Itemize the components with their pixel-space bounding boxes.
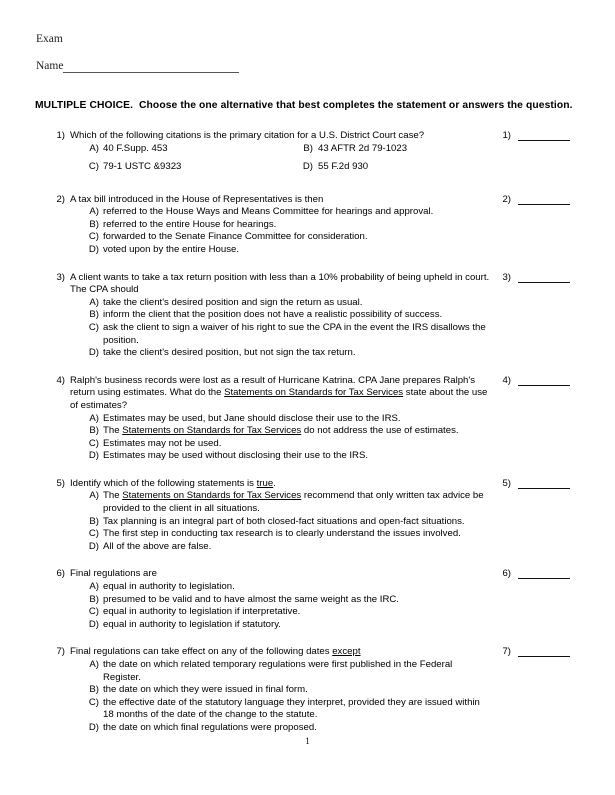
option-text: equal in authority to legislation if statutory. bbox=[103, 618, 281, 630]
answer-blank-rule[interactable] bbox=[518, 130, 570, 141]
option-letter: B) bbox=[89, 684, 99, 696]
option-b[interactable] bbox=[285, 143, 490, 156]
question-number: 6) bbox=[56, 568, 65, 580]
option-c[interactable] bbox=[35, 231, 490, 244]
answer-blank[interactable] bbox=[495, 375, 580, 388]
option-c[interactable] bbox=[35, 161, 285, 174]
option-letter: D) bbox=[88, 540, 99, 552]
option-d[interactable] bbox=[35, 619, 490, 632]
question-stem bbox=[35, 194, 490, 207]
question-stem bbox=[35, 478, 490, 491]
option-list bbox=[35, 206, 490, 256]
option-letter: C) bbox=[88, 160, 99, 172]
option-letter: B) bbox=[89, 515, 99, 527]
exam-label: Exam bbox=[36, 33, 63, 45]
option-list bbox=[35, 413, 490, 463]
option-d[interactable] bbox=[35, 450, 490, 463]
option-letter: D) bbox=[88, 243, 99, 255]
option-letter: D) bbox=[88, 721, 99, 733]
option-letter: C) bbox=[88, 231, 99, 243]
answer-blank-rule[interactable] bbox=[518, 646, 570, 657]
answer-blank-number: 5) bbox=[502, 477, 511, 489]
option-text: inform the client that the position does not have a realistic possibility of success. bbox=[103, 309, 443, 321]
question-stem-text: Identify which of the following statements is true. bbox=[70, 477, 276, 489]
option-text: forwarded to the Senate Finance Committee for consideration. bbox=[103, 231, 368, 243]
name-label: Name bbox=[36, 60, 64, 72]
option-letter: B) bbox=[89, 593, 99, 605]
question-number: 7) bbox=[56, 646, 65, 658]
option-text: the date on which they were issued in final form. bbox=[103, 684, 308, 696]
option-d[interactable] bbox=[35, 347, 490, 360]
question-stem bbox=[35, 646, 490, 659]
question-number: 5) bbox=[56, 477, 65, 489]
option-text: equal in authority to legislation. bbox=[103, 581, 235, 593]
option-c[interactable] bbox=[35, 697, 490, 722]
answer-blank-rule[interactable] bbox=[518, 194, 570, 205]
option-a[interactable] bbox=[35, 659, 490, 684]
option-a[interactable] bbox=[35, 413, 490, 426]
answer-blank-number: 3) bbox=[502, 271, 511, 283]
question-body bbox=[35, 130, 490, 179]
question-stem-text: Which of the following citations is the primary citation for a U.S. District Court case? bbox=[70, 130, 425, 141]
option-list bbox=[35, 659, 490, 735]
option-text: Tax planning is an integral part of both closed-fact situations and open-fact situations. bbox=[103, 515, 465, 527]
question-7 bbox=[35, 646, 580, 734]
option-text: voted upon by the entire House. bbox=[103, 243, 240, 255]
option-c[interactable] bbox=[35, 606, 490, 619]
option-letter: B) bbox=[89, 309, 99, 321]
multiple-choice-instructions: MULTIPLE CHOICE. Choose the one alternative that best completes the statement or answers the question. bbox=[35, 100, 573, 111]
option-list bbox=[35, 297, 490, 360]
option-text: 40 F.Supp. 453 bbox=[103, 142, 168, 154]
option-letter: C) bbox=[88, 528, 99, 540]
option-letter: B) bbox=[89, 218, 99, 230]
answer-blank[interactable] bbox=[495, 194, 580, 207]
option-text: referred to the House Ways and Means Committee for hearings and approval. bbox=[103, 206, 434, 218]
option-b[interactable] bbox=[35, 309, 490, 322]
option-letter: A) bbox=[89, 296, 99, 308]
option-d[interactable] bbox=[285, 161, 490, 174]
answer-blank[interactable] bbox=[495, 478, 580, 491]
question-number: 1) bbox=[56, 130, 65, 141]
answer-blank-rule[interactable] bbox=[518, 478, 570, 489]
option-text: presumed to be valid and to have almost the same weight as the IRC. bbox=[103, 593, 399, 605]
option-d[interactable] bbox=[35, 541, 490, 554]
option-list bbox=[35, 143, 490, 179]
answer-blank-rule[interactable] bbox=[518, 375, 570, 386]
page-number: 1 bbox=[305, 737, 310, 747]
question-body bbox=[35, 478, 490, 554]
option-c[interactable] bbox=[35, 438, 490, 451]
option-letter: C) bbox=[88, 321, 99, 333]
question-1 bbox=[35, 130, 580, 179]
option-b[interactable] bbox=[35, 684, 490, 697]
question-number: 4) bbox=[56, 374, 65, 386]
option-c[interactable] bbox=[35, 322, 490, 347]
question-4 bbox=[35, 375, 580, 463]
question-body bbox=[35, 646, 490, 734]
question-stem-text: Final regulations are bbox=[70, 568, 157, 580]
option-letter: B) bbox=[303, 142, 313, 154]
answer-blank-rule[interactable] bbox=[518, 272, 570, 283]
option-text: the effective date of the statutory language they interpret, provided they are issued within 18 months of the date of the change to the statute. bbox=[103, 696, 480, 721]
answer-blank-number: 2) bbox=[502, 193, 511, 205]
question-number: 2) bbox=[56, 193, 65, 205]
option-letter: D) bbox=[88, 450, 99, 462]
option-letter: A) bbox=[89, 490, 99, 502]
option-letter: B) bbox=[89, 425, 99, 437]
option-text: the date on which final regulations were proposed. bbox=[103, 721, 317, 733]
option-letter: A) bbox=[89, 206, 99, 218]
option-d[interactable] bbox=[35, 722, 490, 735]
option-letter: C) bbox=[88, 696, 99, 708]
option-a[interactable] bbox=[35, 206, 490, 219]
question-number: 3) bbox=[56, 271, 65, 283]
option-letter: D) bbox=[88, 618, 99, 630]
option-list bbox=[35, 581, 490, 631]
question-stem bbox=[35, 130, 490, 143]
question-6 bbox=[35, 568, 580, 631]
option-letter: C) bbox=[88, 437, 99, 449]
option-a[interactable] bbox=[35, 143, 285, 156]
option-text: ask the client to sign a waiver of his right to sue the CPA in the event the IRS disallows the position. bbox=[103, 321, 486, 346]
option-text: The Statements on Standards for Tax Services recommend that only written tax advice be provided to the client in all situations. bbox=[103, 490, 484, 515]
question-body bbox=[35, 194, 490, 257]
question-stem-text: Ralph's business records were lost as a result of Hurricane Katrina. CPA Jane prepares Ralph's return using estimates. What do the Statements on Standards for Tax Services state about the use of estimates? bbox=[70, 374, 488, 411]
answer-blank-number: 6) bbox=[502, 568, 511, 580]
option-list bbox=[35, 490, 490, 553]
option-text: Estimates may be used without disclosing their use to the IRS. bbox=[103, 450, 369, 462]
answer-blank[interactable] bbox=[495, 272, 580, 285]
option-text: The first step in conducting tax research is to clearly understand the issues involved. bbox=[103, 528, 461, 540]
option-c[interactable] bbox=[35, 528, 490, 541]
option-a[interactable] bbox=[35, 297, 490, 310]
option-text: The Statements on Standards for Tax Services do not address the use of estimates. bbox=[103, 425, 459, 437]
answer-blank[interactable] bbox=[495, 130, 580, 143]
option-letter: A) bbox=[89, 659, 99, 670]
option-text: referred to the entire House for hearings. bbox=[103, 218, 277, 230]
option-letter: A) bbox=[89, 412, 99, 424]
option-letter: D) bbox=[88, 347, 99, 359]
question-3 bbox=[35, 272, 580, 360]
name-field-row bbox=[36, 60, 580, 73]
answer-blank[interactable] bbox=[495, 568, 580, 581]
option-letter: A) bbox=[89, 581, 99, 593]
option-letter: C) bbox=[88, 606, 99, 618]
question-list bbox=[35, 130, 580, 735]
option-text: the date on which related temporary regulations were first published in the Federal Register. bbox=[103, 659, 453, 683]
option-a[interactable] bbox=[35, 581, 490, 594]
answer-blank[interactable] bbox=[495, 646, 580, 659]
name-input-rule[interactable] bbox=[63, 61, 239, 73]
option-text: 79-1 USTC &9323 bbox=[103, 160, 182, 172]
question-2 bbox=[35, 194, 580, 257]
answer-blank-number: 1) bbox=[502, 130, 511, 141]
option-text: Estimates may be used, but Jane should disclose their use to the IRS. bbox=[103, 412, 401, 424]
option-text: All of the above are false. bbox=[103, 540, 212, 552]
question-stem-text: A client wants to take a tax return position with less than a 10% probability of being upheld in court. The CPA should bbox=[70, 271, 490, 296]
option-b[interactable] bbox=[35, 594, 490, 607]
option-text: equal in authority to legislation if interpretative. bbox=[103, 606, 301, 618]
answer-blank-rule[interactable] bbox=[518, 568, 570, 579]
option-letter: D) bbox=[302, 160, 313, 172]
question-stem bbox=[35, 272, 490, 297]
question-body bbox=[35, 272, 490, 360]
option-text: 55 F.2d 930 bbox=[318, 160, 369, 172]
option-d[interactable] bbox=[35, 244, 490, 257]
answer-blank-number: 7) bbox=[502, 646, 511, 658]
question-stem-text: A tax bill introduced in the House of Representatives is then bbox=[70, 193, 324, 205]
question-body bbox=[35, 375, 490, 463]
answer-blank-number: 4) bbox=[502, 374, 511, 386]
option-text: take the client's desired position and sign the return as usual. bbox=[103, 296, 363, 308]
option-text: 43 AFTR 2d 79-1023 bbox=[318, 142, 408, 154]
question-stem bbox=[35, 568, 490, 581]
question-body bbox=[35, 568, 490, 631]
option-b[interactable] bbox=[35, 425, 490, 438]
option-text: take the client's desired position, but not sign the tax return. bbox=[103, 347, 356, 359]
option-b[interactable] bbox=[35, 219, 490, 232]
option-letter: A) bbox=[89, 142, 99, 154]
question-5 bbox=[35, 478, 580, 554]
question-stem bbox=[35, 375, 490, 413]
option-b[interactable] bbox=[35, 516, 490, 529]
option-text: Estimates may not be used. bbox=[103, 437, 222, 449]
option-a[interactable] bbox=[35, 490, 490, 515]
question-stem-text: Final regulations can take effect on any of the following dates except bbox=[70, 646, 361, 658]
